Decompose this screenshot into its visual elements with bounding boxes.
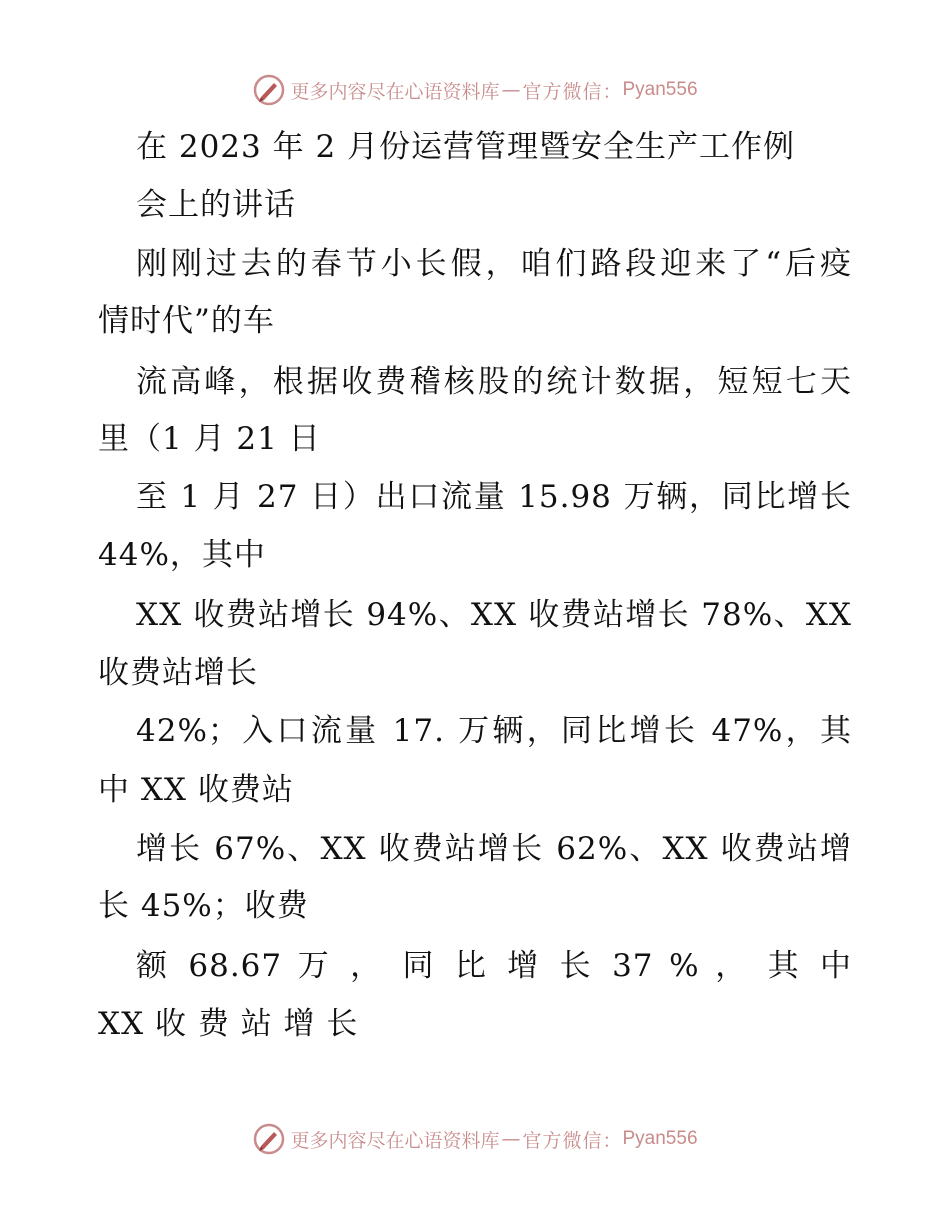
watermark-banner-bottom — [0, 1119, 950, 1159]
body-line: 42%；入口流量 17. 万辆，同比增长 47%，其 — [136, 713, 852, 749]
body-line: 中 XX 收费站 — [98, 772, 294, 808]
body-line: 长 45%；收费 — [98, 888, 309, 924]
body-line: XX 收费站增长 94%、XX 收费站增长 78%、XX — [136, 597, 852, 633]
body-line: 增长 67%、XX 收费站增长 62%、XX 收费站增 — [136, 831, 852, 867]
watermark-brand: 更多内容尽在心语资料库 — [290, 80, 500, 103]
watermark-separator: — — [501, 1128, 521, 1150]
document-title-line-1: 在 2023 年 2 月份运营管理暨安全生产工作例 — [136, 129, 796, 165]
watermark-separator: — — [501, 79, 521, 101]
body-line: 44%，其中 — [98, 537, 266, 573]
watermark-label: 官方微信： — [522, 80, 623, 103]
body-line: XX 收 费 站 增 长 — [98, 1006, 359, 1042]
body-line: 情时代”的车 — [98, 303, 275, 339]
body-line: 流高峰，根据收费稽核股的统计数据，短短七天 — [136, 364, 852, 400]
body-line: 收费站增长 — [98, 655, 258, 691]
watermark-handle: Pyan556 — [622, 79, 698, 100]
body-line: 至 1 月 27 日）出口流量 15.98 万辆，同比增长 — [136, 479, 852, 515]
body-line: 刚刚过去的春节小长假，咱们路段迎来了“后疫 — [136, 246, 852, 282]
body-line: 额 68.67 万 ， 同 比 增 长 37 % ， 其 中 — [136, 948, 852, 984]
document-title-line-2: 会上的讲话 — [136, 187, 296, 223]
watermark-brand: 更多内容尽在心语资料库 — [290, 1129, 500, 1152]
watermark-label: 官方微信： — [522, 1129, 623, 1152]
watermark-handle: Pyan556 — [622, 1128, 698, 1149]
pen-circle-logo-icon — [252, 1122, 286, 1156]
body-line: 里（1 月 21 日 — [98, 421, 321, 457]
